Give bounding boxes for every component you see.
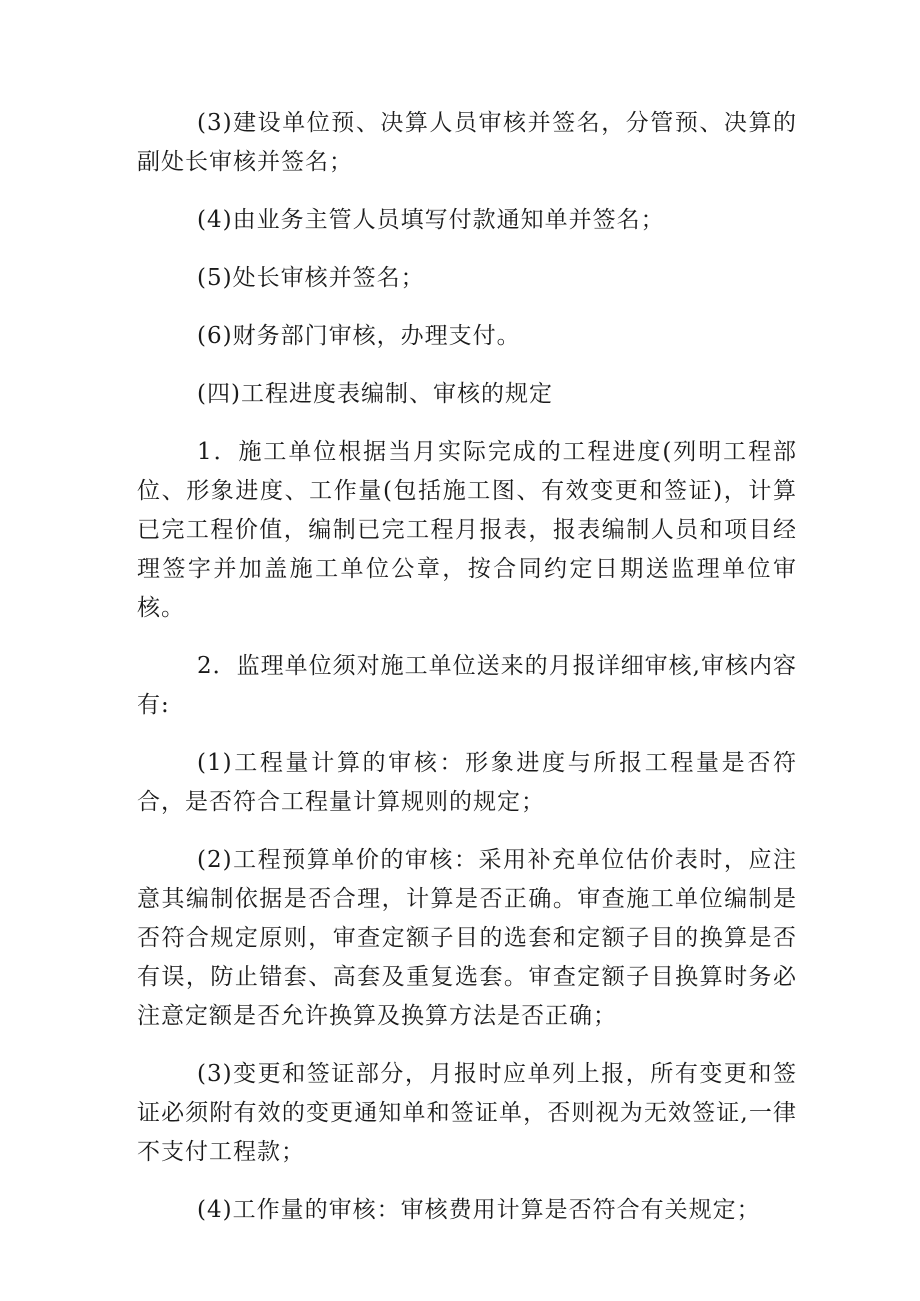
paragraph-sub-2-unit-price: (2)工程预算单价的审核：采用补充单位估价表时，应注意其编制依据是否合理，计算是否正确。审查施工单位编制是否符合规定原则，审查定额子目的选套和定额子目的换算是否有误，防止错套、高套及重复选套。审查定额子目换算时务必注意定额是否允许换算及换算方法是否正确； xyxy=(137,847,797,1029)
paragraph-5-director-review: (5)处长审核并签名； xyxy=(197,265,425,291)
paragraph-3-signoff: (3)建设单位预、决算人员审核并签名，分管预、决算的副处长审核并签名； xyxy=(137,110,797,175)
paragraph-sub-3-changes: (3)变更和签证部分，月报时应单列上报，所有变更和签证必须附有效的变更通知单和签证单，否则视为无效签证,一律不支付工程款； xyxy=(137,1061,797,1165)
paragraph-item-2-supervisor: 2．监理单位须对施工单位送来的月报详细审核,审核内容有: xyxy=(137,653,797,718)
paragraph-item-1-contractor: 1．施工单位根据当月实际完成的工程进度(列明工程部位、形象进度、工作量(包括施工图、有效变更和签证)，计算已完工程价值，编制已完工程月报表，报表编制人员和项目经理签字并加盖施工单位公章，按合同约定日期送监理单位审核。 xyxy=(137,439,797,621)
section-heading-progress-report: (四)工程进度表编制、审核的规定 xyxy=(197,381,553,407)
paragraph-6-finance-payment: (6)财务部门审核，办理支付。 xyxy=(197,323,521,349)
paragraph-sub-4-workload: (4)工作量的审核：审核费用计算是否符合有关规定； xyxy=(197,1197,761,1223)
paragraph-4-payment-notice: (4)由业务主管人员填写付款通知单并签名； xyxy=(197,207,665,233)
document-body xyxy=(137,104,797,1230)
paragraph-sub-1-quantity: (1)工程量计算的审核：形象进度与所报工程量是否符合，是否符合工程量计算规则的规定； xyxy=(137,750,797,815)
